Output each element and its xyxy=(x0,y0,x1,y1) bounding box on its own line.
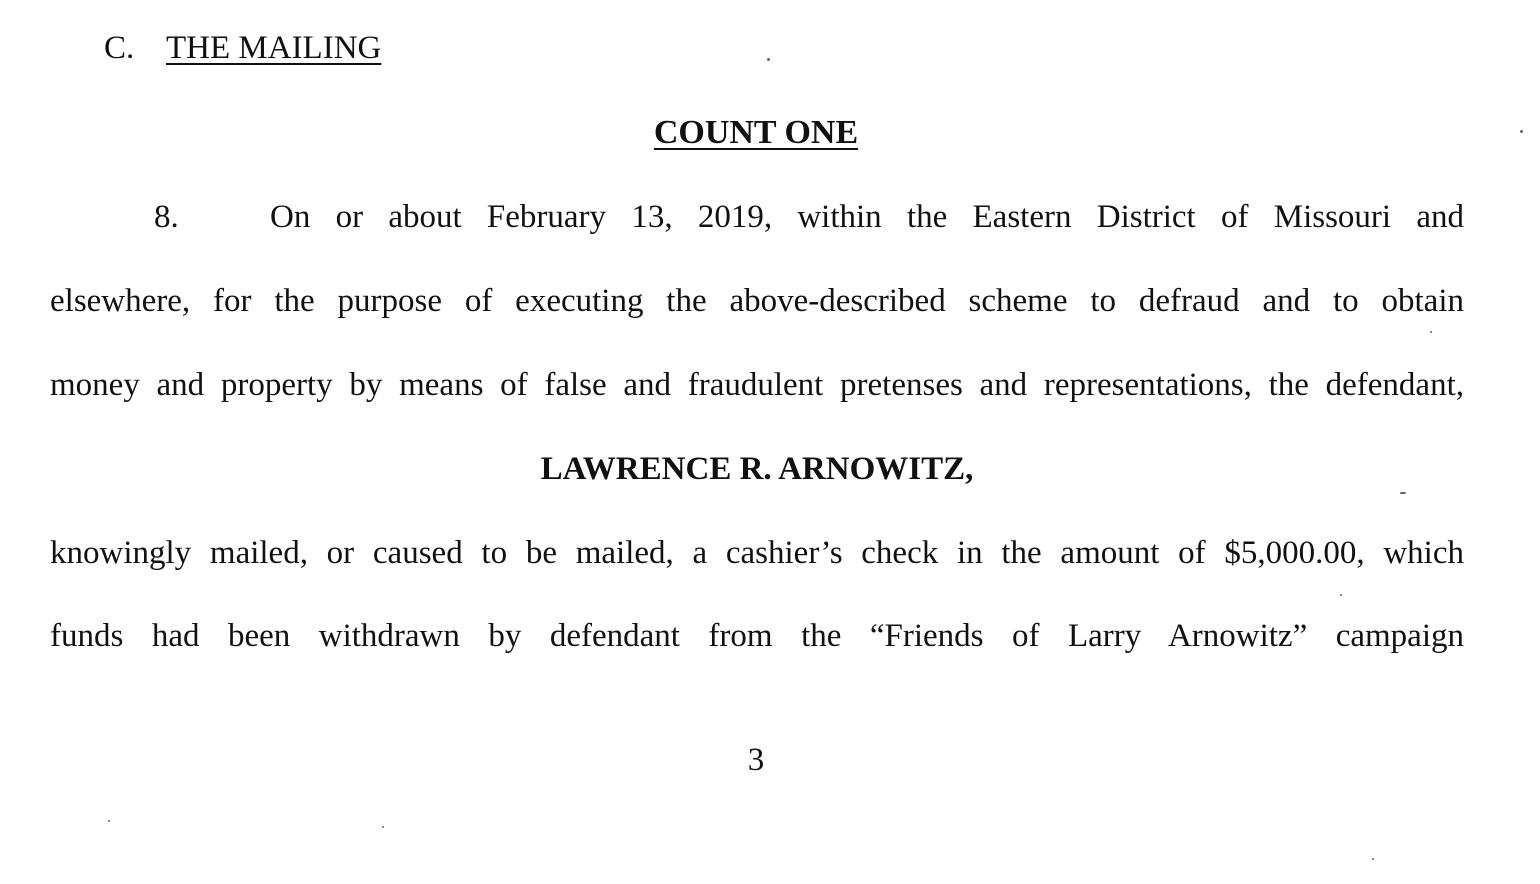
defendant-name: LAWRENCE R. ARNOWITZ, xyxy=(540,451,974,487)
scan-speck xyxy=(1430,331,1432,333)
paragraph-number: 8. xyxy=(154,199,179,235)
scan-speck xyxy=(382,826,384,828)
section-letter: C. xyxy=(104,30,135,66)
page-number: 3 xyxy=(747,742,765,778)
paragraph-line-1: On or about February 13, 2019, within the Eastern District of Missouri and xyxy=(270,199,1464,235)
scan-speck xyxy=(1520,130,1523,133)
scan-speck xyxy=(1400,492,1406,494)
section-heading xyxy=(104,28,381,68)
paragraph-line-2: elsewhere, for the purpose of executing the above-described scheme to defraud and to obtain xyxy=(50,283,1464,319)
scan-speck xyxy=(1372,858,1374,860)
paragraph-line-4: knowingly mailed, or caused to be mailed, a cashier’s check in the amount of $5,000.00, which xyxy=(50,535,1464,571)
paragraph-line-5: funds had been withdrawn by defendant from the “Friends of Larry Arnowitz” campaign xyxy=(50,618,1464,654)
scan-speck xyxy=(1340,594,1342,596)
scan-speck xyxy=(108,820,110,822)
scan-speck xyxy=(767,58,770,61)
section-title: THE MAILING xyxy=(166,30,382,66)
count-title: COUNT ONE xyxy=(653,114,859,151)
count-heading xyxy=(0,113,1512,153)
paragraph-line-3: money and property by means of false and fraudulent pretenses and representations, the defendant, xyxy=(50,367,1464,403)
